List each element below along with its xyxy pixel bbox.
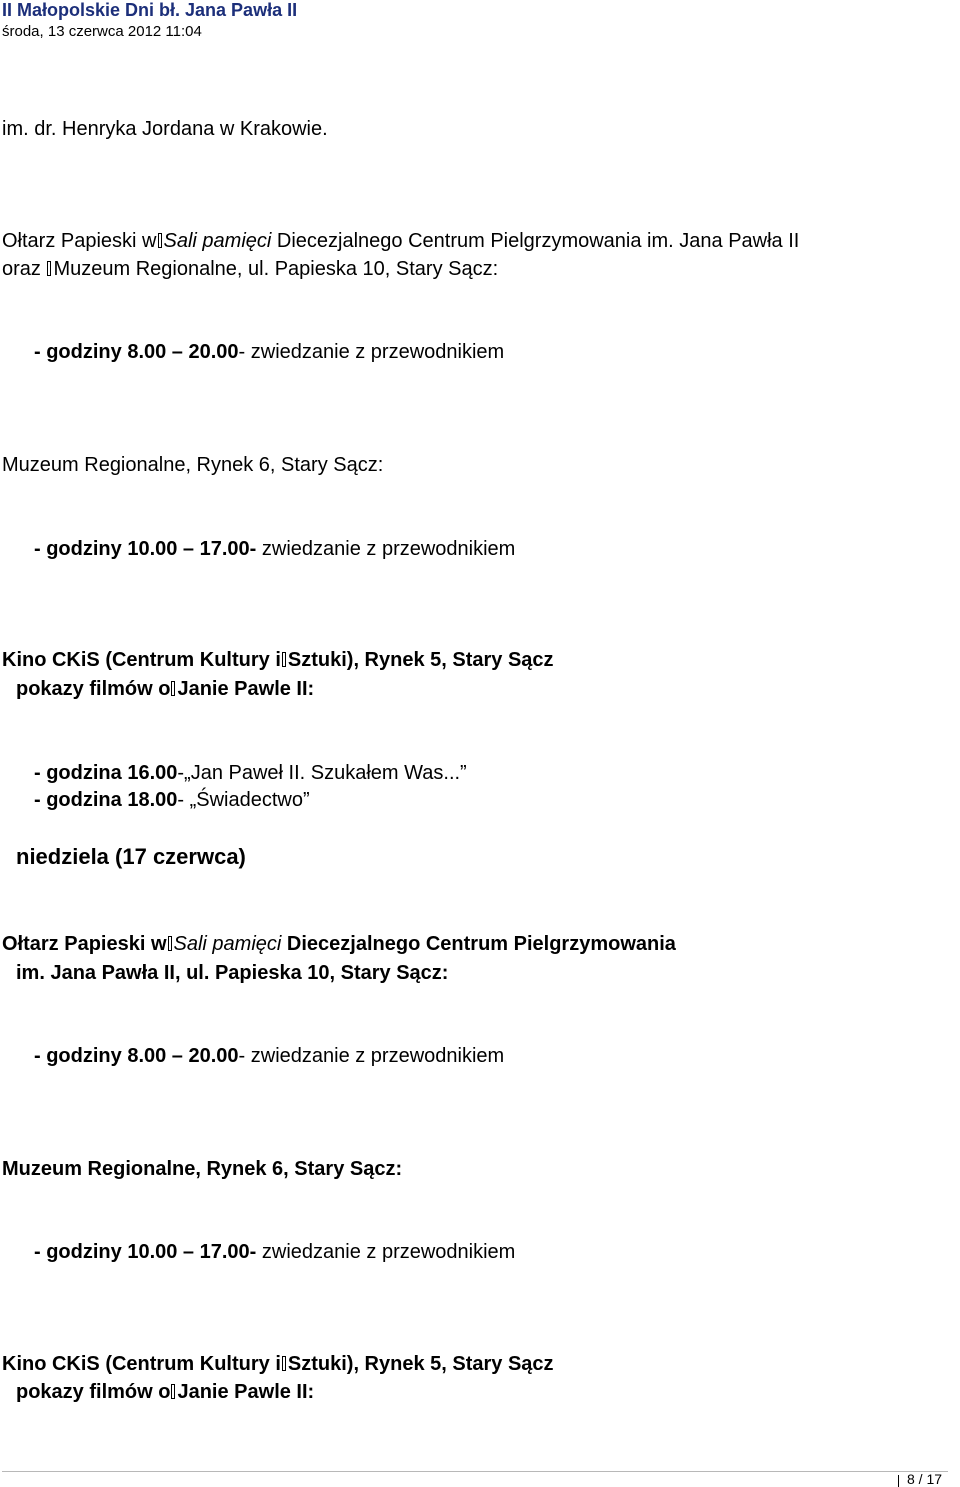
text-run: zwiedzanie z przewodnikiem [256, 1241, 516, 1263]
text-run-bold: - godziny 10.00 – 17.00- [34, 538, 257, 560]
text-run-italic: Sali pamięci [163, 230, 272, 252]
section-heading: niedziela (17 czerwca) [16, 844, 246, 869]
text-run: zwiedzanie z przewodnikiem [256, 538, 516, 560]
text-line: im. Jana Pawła II, ul. Papieska 10, Stary Sącz: [16, 962, 449, 984]
text-run: - zwiedzanie z przewodnikiem [238, 341, 505, 363]
text-run: Diecezjalnego Centrum Pielgrzymowania [281, 933, 676, 955]
missing-glyph-icon [158, 233, 162, 248]
text-run-bold: - godzina 16.00 [34, 762, 178, 784]
text-run: Janie Pawle II: [177, 678, 315, 700]
text-run: Muzeum Regionalne, ul. Papieska 10, Stary Sącz: [53, 258, 499, 280]
text-run-bold: - godziny 8.00 – 20.00 [34, 341, 239, 363]
text-line [16, 1380, 314, 1404]
text-run: Sztuki), Rynek 5, Stary Sącz [287, 1353, 554, 1375]
missing-glyph-icon [171, 1384, 175, 1399]
text-line [2, 257, 498, 281]
text-line [2, 1352, 554, 1376]
text-run: pokazy filmów o [16, 678, 171, 700]
text-line [34, 340, 504, 364]
text-run: oraz [2, 258, 41, 280]
text-line: im. dr. Henryka Jordana w Krakowie. [2, 118, 328, 140]
text-run: - „Świadectwo” [177, 789, 310, 811]
footer-divider [2, 1471, 948, 1472]
text-run: pokazy filmów o [16, 1381, 171, 1403]
text-run: - zwiedzanie z przewodnikiem [238, 1045, 505, 1067]
text-line [34, 761, 467, 785]
text-line: Muzeum Regionalne, Rynek 6, Stary Sącz: [2, 454, 384, 476]
text-run: -„Jan Paweł II. Szukałem Was...” [177, 762, 467, 784]
missing-glyph-icon [282, 652, 286, 667]
missing-glyph-icon [171, 681, 175, 696]
text-run-bold: - godziny 10.00 – 17.00- [34, 1241, 257, 1263]
text-run: Diecezjalnego Centrum Pielgrzymowania im. Jana Pawła II [271, 230, 800, 252]
text-line [2, 229, 799, 253]
text-run-bold: - godziny 8.00 – 20.00 [34, 1045, 239, 1067]
document-title: II Małopolskie Dni bł. Jana Pawła II [2, 0, 298, 20]
text-run: Janie Pawle II: [177, 1381, 315, 1403]
missing-glyph-icon [168, 936, 172, 951]
document-date: środa, 13 czerwca 2012 11:04 [2, 23, 202, 40]
text-line [34, 788, 310, 812]
footer-separator [898, 1475, 899, 1487]
text-run-bold: - godzina 18.00 [34, 789, 178, 811]
text-run: Kino CKiS (Centrum Kultury i [2, 649, 281, 671]
text-line [34, 1044, 504, 1068]
text-line [2, 932, 676, 956]
text-run: Ołtarz Papieski w [2, 933, 167, 955]
text-line: Muzeum Regionalne, Rynek 6, Stary Sącz: [2, 1158, 403, 1180]
text-line [2, 648, 554, 672]
text-run-italic: Sali pamięci [173, 933, 282, 955]
text-line [34, 1240, 515, 1264]
text-line [16, 677, 314, 701]
text-run: Sztuki), Rynek 5, Stary Sącz [287, 649, 554, 671]
page-number: 8 / 17 [907, 1471, 943, 1487]
missing-glyph-icon [47, 261, 51, 276]
text-run: Ołtarz Papieski w [2, 230, 157, 252]
text-run: Kino CKiS (Centrum Kultury i [2, 1353, 281, 1375]
missing-glyph-icon [282, 1356, 286, 1371]
text-line [34, 537, 515, 561]
